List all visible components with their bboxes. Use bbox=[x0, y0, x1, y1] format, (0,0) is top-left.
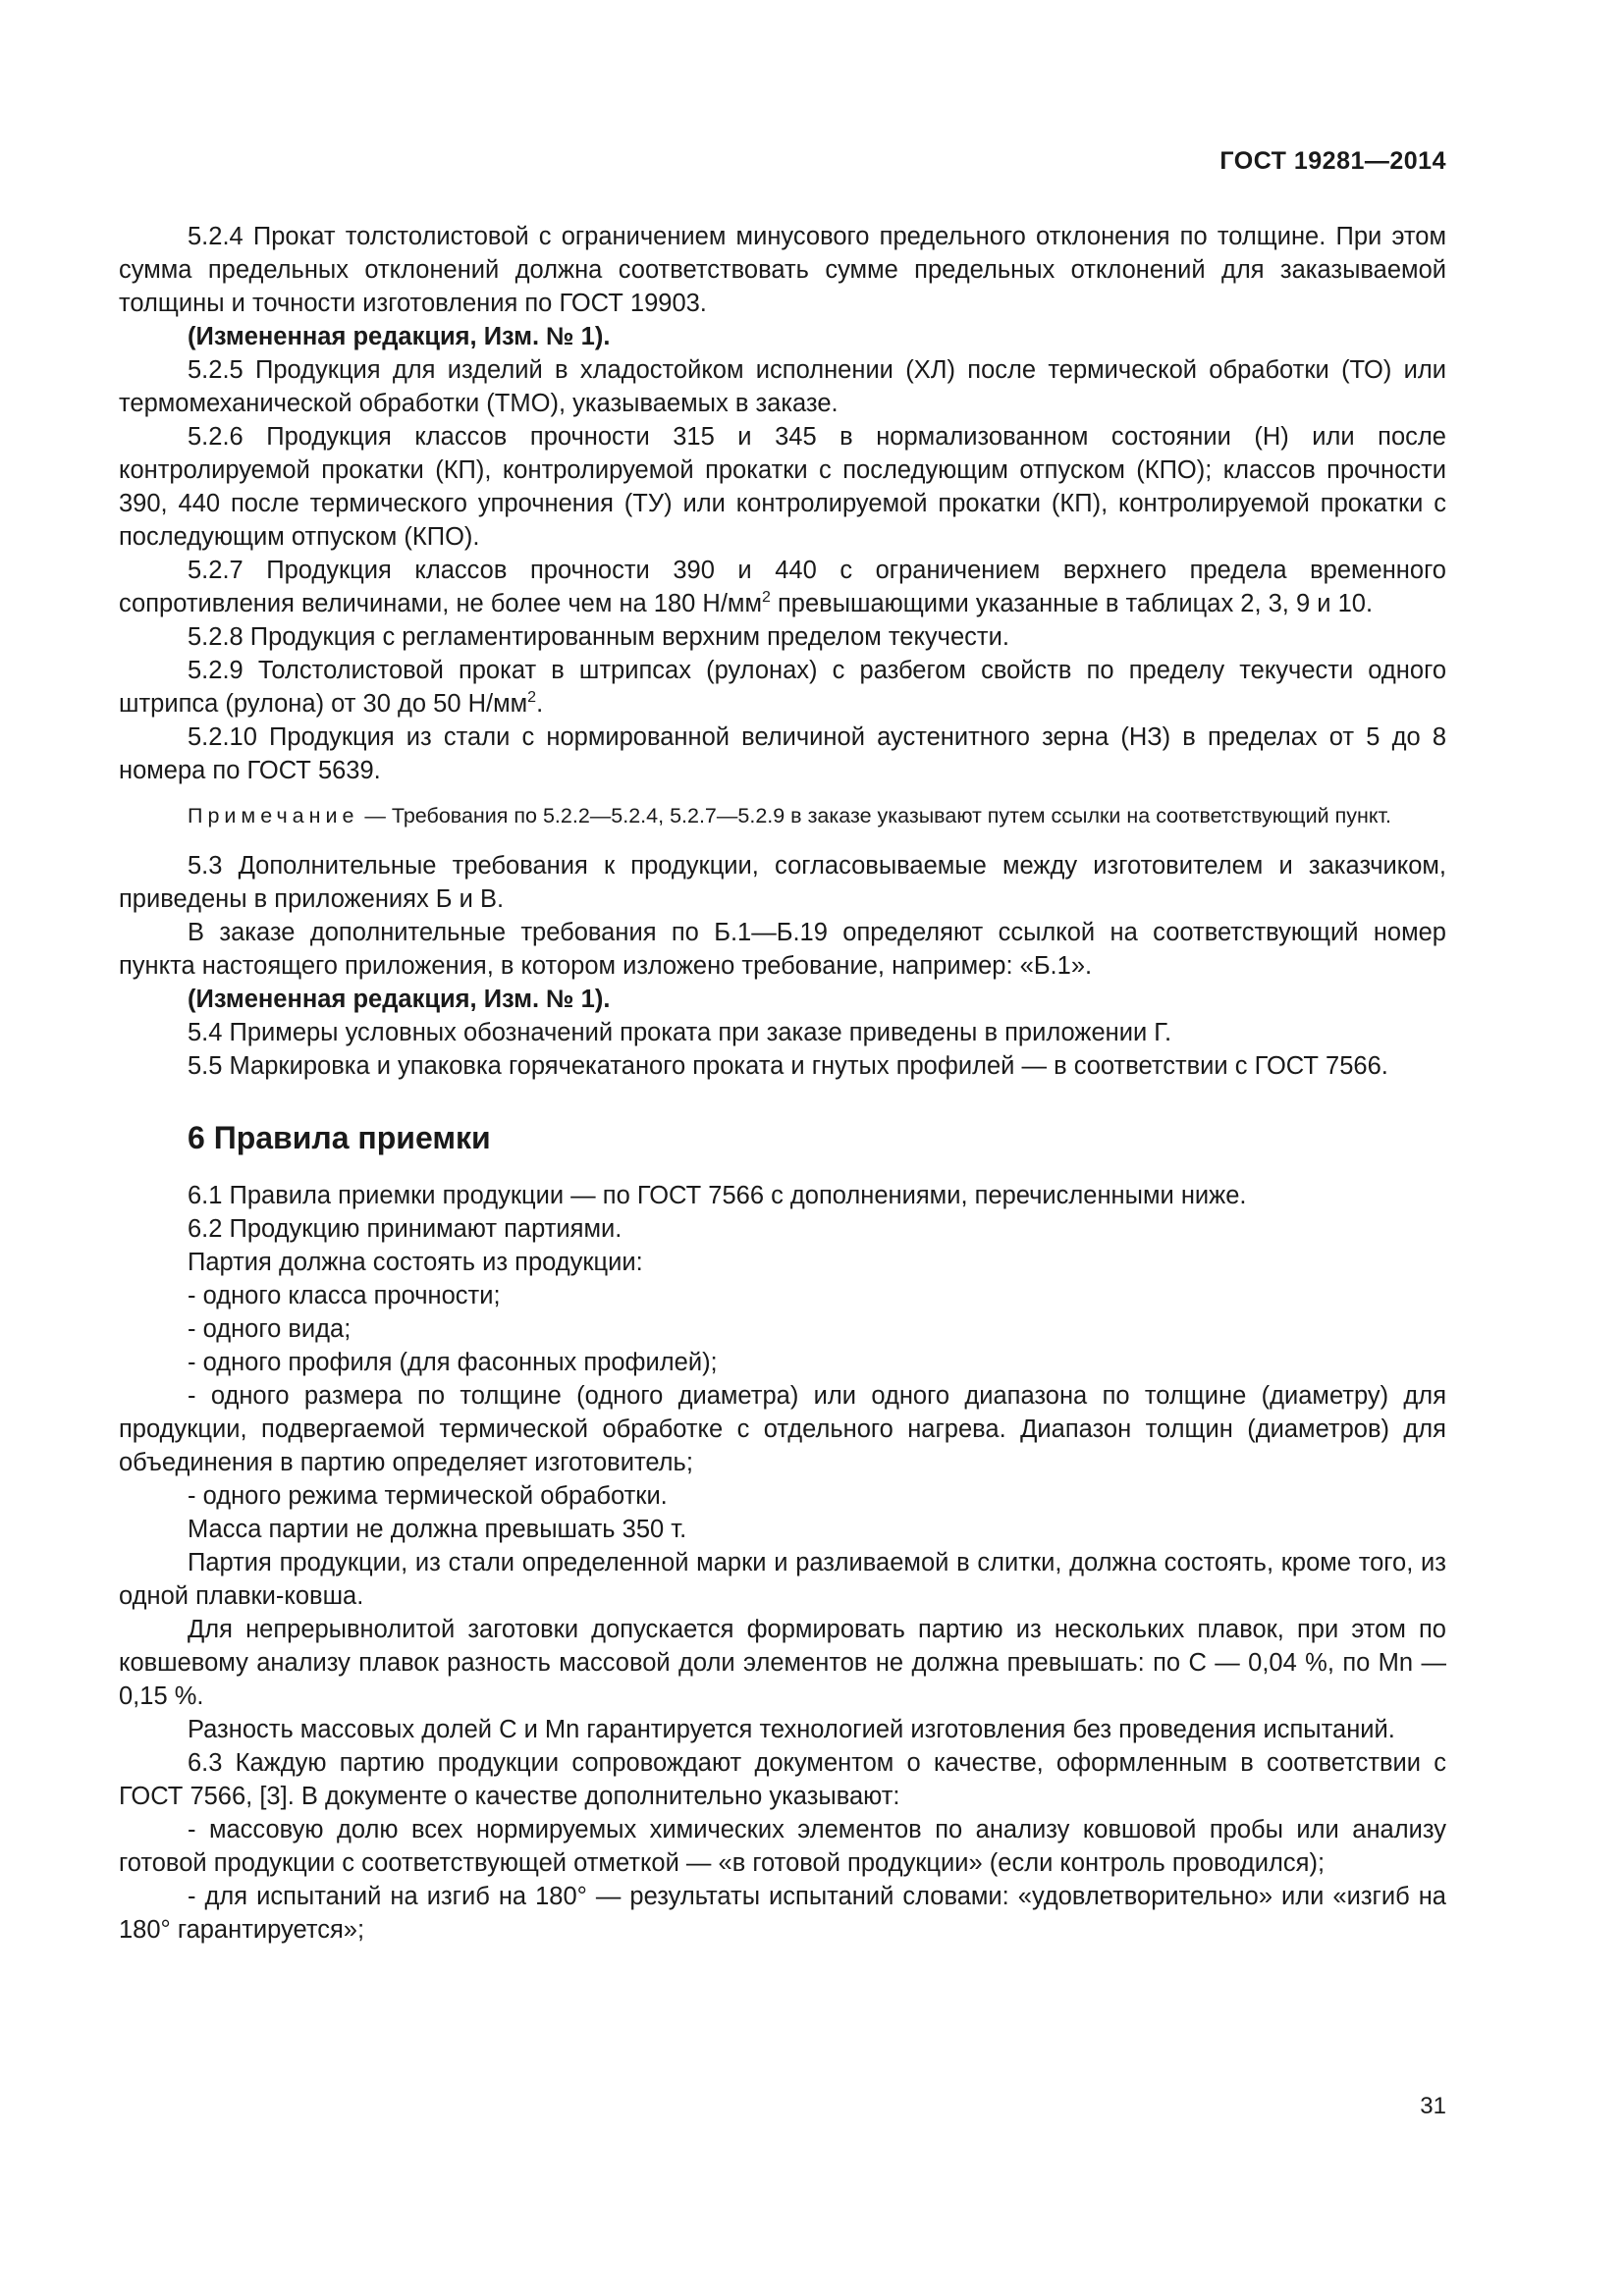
paragraph-lot-mass: Масса партии не должна превышать 350 т. bbox=[188, 1516, 687, 1543]
superscript: 2 bbox=[761, 589, 771, 606]
paragraph-5-2-9-text: 5.2.9 Толстолистовой прокат в штрипсах (рулонах) с разбегом свойств по пределу текучести одного штрипса (рулона) от 30 до 50 Н/мм bbox=[119, 657, 1446, 718]
paragraph-5-2-5: 5.2.5 Продукция для изделий в хладостойком исполнении (ХЛ) после термической обработки (ТО) или термомеханической обработки (ТМО), указываемых в заказе. bbox=[119, 356, 1446, 417]
list-item: - для испытаний на изгиб на 180° — результаты испытаний словами: «удовлетворительно» или «изгиб на 180° гарантируется»; bbox=[119, 1883, 1446, 1944]
paragraph-5-4: 5.4 Примеры условных обозначений проката при заказе приведены в приложении Г. bbox=[188, 1019, 1172, 1046]
list-item: - одного вида; bbox=[188, 1315, 352, 1343]
paragraph-5-2-4: 5.2.4 Прокат толстолистовой с ограничением минусового предельного отклонения по толщине. При этом сумма предельных отклонений должна соответствовать сумме предельных отклонений для заказываемой толщины и точности изготовления по ГОСТ 19903. bbox=[119, 223, 1446, 317]
paragraph-5-3: 5.3 Дополнительные требования к продукции, согласовываемые между изготовителем и заказчиком, приведены в приложениях Б и В. bbox=[119, 852, 1446, 913]
list-item: - одного профиля (для фасонных профилей); bbox=[188, 1349, 718, 1376]
page-content bbox=[119, 220, 1446, 1947]
paragraph-mass-fraction: Разность массовых долей С и Mn гарантируется технологией изготовления без проведения испытаний. bbox=[188, 1716, 1395, 1743]
paragraph-5-2-7-text: 5.2.7 Продукция классов прочности 390 и 440 с ограничением верхнего предела временного сопротивления величинами, не более чем на 180 Н/мм bbox=[119, 557, 1446, 617]
list-item: - одного размера по толщине (одного диаметра) или одного диапазона по толщине (диаметру) для продукции, подвергаемой термической обработке с отдельного нагрева. Диапазон толщин (диаметров) для объединения в партию определяет изготовитель; bbox=[119, 1382, 1446, 1476]
page-number: 31 bbox=[1420, 2093, 1446, 2119]
amendment-note: (Измененная редакция, Изм. № 1). bbox=[188, 323, 611, 350]
document-code-header: ГОСТ 19281—2014 bbox=[1219, 147, 1446, 175]
paragraph-5-2-9-tail: . bbox=[536, 690, 544, 718]
paragraph-5-2-7 bbox=[119, 554, 1446, 620]
paragraph-5-2-8: 5.2.8 Продукция с регламентированным верхним пределом текучести. bbox=[188, 623, 1009, 651]
section-heading: 6 Правила приемки bbox=[188, 1120, 491, 1155]
list-item: - одного режима термической обработки. bbox=[188, 1482, 668, 1510]
list-item: - массовую долю всех нормируемых химических элементов по анализу ковшовой пробы или анализу готовой продукции с соответствующей отметкой — «в готовой продукции» (если контроль проводился); bbox=[119, 1816, 1446, 1877]
list-item: - одного класса прочности; bbox=[188, 1282, 501, 1309]
paragraph-lot-composition: Партия должна состоять из продукции: bbox=[188, 1249, 643, 1276]
note-label: Примечание bbox=[188, 804, 359, 828]
note-text: — Требования по 5.2.2—5.2.4, 5.2.7—5.2.9 в заказе указывают путем ссылки на соответствующий пункт. bbox=[358, 804, 1391, 828]
paragraph-5-2-10: 5.2.10 Продукция из стали с нормированной величиной аустенитного зерна (НЗ) в пределах от 5 до 8 номера по ГОСТ 5639. bbox=[119, 723, 1446, 784]
paragraph-6-3: 6.3 Каждую партию продукции сопровождают документом о качестве, оформленным в соответствии с ГОСТ 7566, [3]. В документе о качестве дополнительно указывают: bbox=[119, 1749, 1446, 1810]
paragraph-5-2-9 bbox=[119, 654, 1446, 721]
paragraph-continuous-cast: Для непрерывнолитой заготовки допускается формировать партию из нескольких плавок, при этом по ковшевому анализу плавок разность массовой доли элементов не должна превышать: по С — 0,04 %, по Mn — 0,15 %. bbox=[119, 1616, 1446, 1710]
paragraph-order-requirements: В заказе дополнительные требования по Б.1—Б.19 определяют ссылкой на соответствующий номер пункта настоящего приложения, в котором изложено требование, например: «Б.1». bbox=[119, 919, 1446, 980]
paragraph-5-2-6: 5.2.6 Продукция классов прочности 315 и 345 в нормализованном состоянии (Н) или после контролируемой прокатки (КП), контролируемой прокатки с последующим отпуском (КПО); классов прочности 390, 440 после термического упрочнения (ТУ) или контролируемой прокатки (КП), контролируемой прокатки с последующим отпуском (КПО). bbox=[119, 423, 1446, 551]
paragraph-5-2-7-tail: превышающими указанные в таблицах 2, 3, 9 и 10. bbox=[770, 590, 1374, 617]
paragraph-ingot-lot: Партия продукции, из стали определенной марки и разливаемой в слитки, должна состоять, кроме того, из одной плавки-ковша. bbox=[119, 1549, 1446, 1610]
paragraph-6-1: 6.1 Правила приемки продукции — по ГОСТ 7566 с дополнениями, перечисленными ниже. bbox=[188, 1182, 1247, 1209]
paragraph-6-2: 6.2 Продукцию принимают партиями. bbox=[188, 1215, 623, 1243]
superscript: 2 bbox=[527, 689, 537, 706]
amendment-note: (Измененная редакция, Изм. № 1). bbox=[188, 986, 611, 1013]
note bbox=[119, 801, 1446, 831]
paragraph-5-5: 5.5 Маркировка и упаковка горячекатаного проката и гнутых профилей — в соответствии с ГОСТ 7566. bbox=[188, 1052, 1388, 1080]
